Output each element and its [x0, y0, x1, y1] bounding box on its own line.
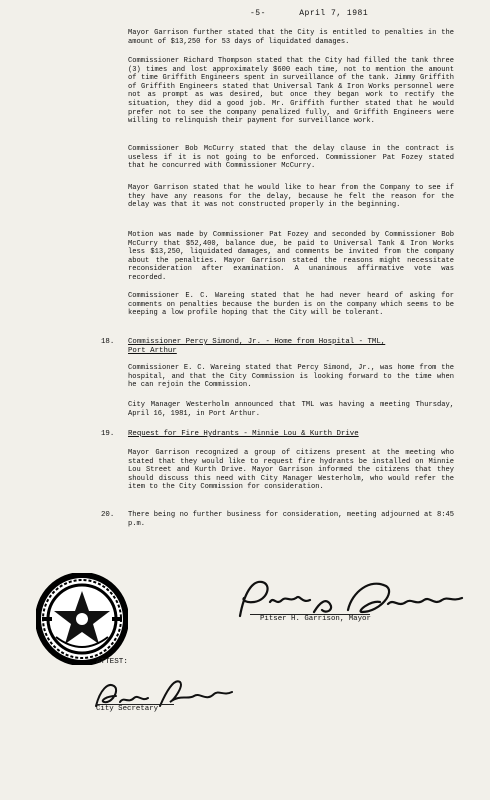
paragraph-thompson: Commissioner Richard Thompson stated that the City had filled the tank three (3) times and lost approximately $600 each time, not to mention the amount of time Griffith Engineers spent in surveillance of the tank. Jimmy Griffith of Griffith Engineers stated that Universal Tank & Iron Works personnel were not as prompt as was desired, but once they began work to rectify the situation, they did a good job. Mr. Griffith further stated that he would prefer not to see the company penalized fully, and Griffith Engineers were willing to relinquish their payment for surveillance work. [128, 57, 454, 126]
mayor-caption: Pitser H. Garrison, Mayor [260, 615, 371, 623]
city-seal-image [36, 573, 128, 665]
attest-label: ATTEST: [96, 658, 128, 666]
item-18-title-line1: Commissioner Percy Simond, Jr. - Home from Hospital - TML, [128, 338, 386, 346]
paragraph-adjourned: There being no further business for consideration, meeting adjourned at 8:45 p.m. [128, 511, 454, 528]
paragraph-mayor-hear: Mayor Garrison stated that he would like to hear from the Company to see if they have any reasons for the delay, because he felt the reason for the delay was that it was not constructed properly in the beginning. [128, 184, 454, 210]
item-19-number: 19. [101, 430, 115, 438]
item-18-title-line2: Port Arthur [128, 347, 177, 355]
paragraph-fire-hydrants: Mayor Garrison recognized a group of citizens present at the meeting who stated that they would like to request fire hydrants be installed on Minnie Lou Street and Kurth Drive. Mayor Garrison informed the citizens that they should discuss this need with City Manager Westerholm, who would refer the item to the City Commission for consideration. [128, 449, 454, 492]
item-19-title: Request for Fire Hydrants - Minnie Lou & Kurth Drive [128, 430, 359, 438]
meeting-date: April 7, 1981 [299, 9, 369, 18]
paragraph-motion: Motion was made by Commissioner Pat Fozey and seconded by Commissioner Bob McCurry that $52,400, balance due, be paid to Universal Tank & Iron Works less $13,250, liquidated damages, and comments be invited from the company about the penalties. Mayor Garrison stated the reasons might necessitate reconsideration after examination. A unanimous affirmative vote was recorded. [128, 231, 454, 282]
city-secretary-caption: City Secretary [96, 705, 159, 713]
paragraph-simond-home: Commissioner E. C. Wareing stated that Percy Simond, Jr., was home from the hospital, and that the City Commission is looking forward to the time when he can rejoin the Commission. [128, 364, 454, 390]
page-number: -5- [250, 9, 266, 18]
paragraph-mccurry: Commissioner Bob McCurry stated that the delay clause in the contract is useless if it is not going to be enforced. Commissioner Pat Fozey stated that he concurred with Commissioner McCurry. [128, 145, 454, 171]
item-18-number: 18. [101, 338, 115, 346]
page-header [250, 9, 396, 18]
item-20-number: 20. [101, 511, 115, 519]
paragraph-tml-meeting: City Manager Westerholm announced that TML was having a meeting Thursday, April 16, 1981, in Port Arthur. [128, 401, 454, 418]
paragraph-wareing: Commissioner E. C. Wareing stated that he had never heard of asking for comments on penalties because the burden is on the company which seems to be keeping a low profile hoping that the City will be tolerant. [128, 292, 454, 318]
paragraph-penalties: Mayor Garrison further stated that the City is entitled to penalties in the amount of $13,250 for 53 days of liquidated damages. [128, 29, 454, 46]
